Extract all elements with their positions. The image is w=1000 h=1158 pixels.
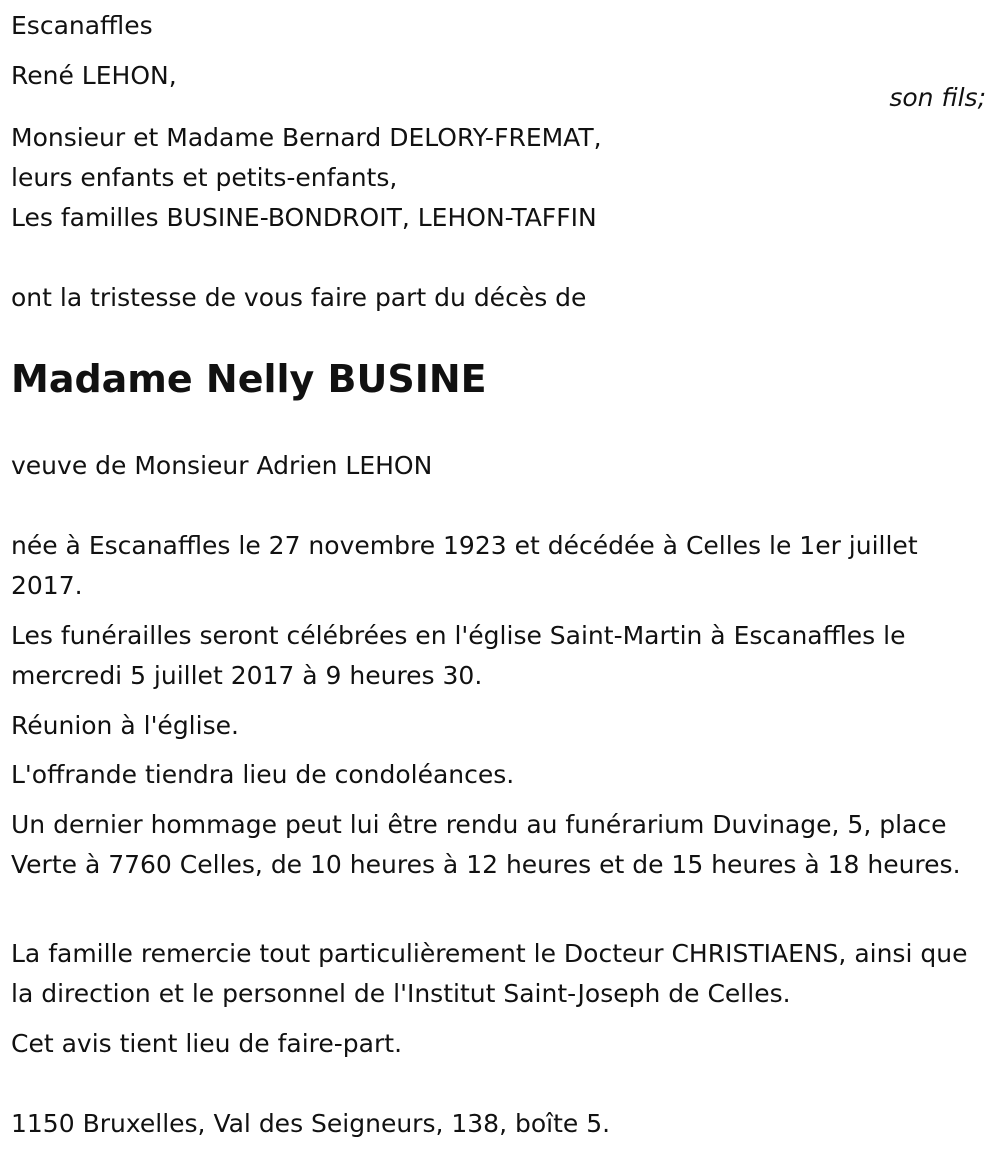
birth-death-paragraph: née à Escanaffles le 27 novembre 1923 et décédée à Celles le 1er juillet 2017. [11, 531, 918, 600]
widow-of-text: veuve de Monsieur Adrien LEHON [11, 451, 433, 480]
offering-paragraph: L'offrande tiendra lieu de condoléances. [11, 760, 515, 789]
announcement-text: ont la tristesse de vous faire part du décès de [11, 283, 587, 312]
deceased-name: Madame Nelly BUSINE [11, 357, 487, 401]
tribute-paragraph: Un dernier hommage peut lui être rendu au funérarium Duvinage, 5, place Verte à 7760 Celles, de 10 heures à 12 heures et de 15 heures à 18 heures. [11, 810, 961, 879]
family-line: Les familles BUSINE-BONDROIT, LEHON-TAFFIN [11, 203, 597, 232]
family-list [11, 118, 986, 238]
family-line: leurs enfants et petits-enfants, [11, 163, 398, 192]
thanks-paragraph: La famille remercie tout particulièrement le Docteur CHRISTIAENS, ainsi que la direction et le personnel de l'Institut Saint-Joseph de Celles. [11, 939, 968, 1008]
funeral-paragraph: Les funérailles seront célébrées en l'église Saint-Martin à Escanaffles le mercredi 5 juillet 2017 à 9 heures 30. [11, 621, 906, 690]
family-line: Monsieur et Madame Bernard DELORY-FREMAT, [11, 123, 602, 152]
son-name: René LEHON, [11, 61, 177, 90]
notice-paragraph: Cet avis tient lieu de faire-part. [11, 1029, 403, 1058]
place-heading: Escanaffles [11, 11, 153, 40]
address-text: 1150 Bruxelles, Val des Seigneurs, 138, boîte 5. [11, 1109, 611, 1138]
son-relation: son fils; [889, 83, 986, 112]
meeting-paragraph: Réunion à l'église. [11, 711, 239, 740]
